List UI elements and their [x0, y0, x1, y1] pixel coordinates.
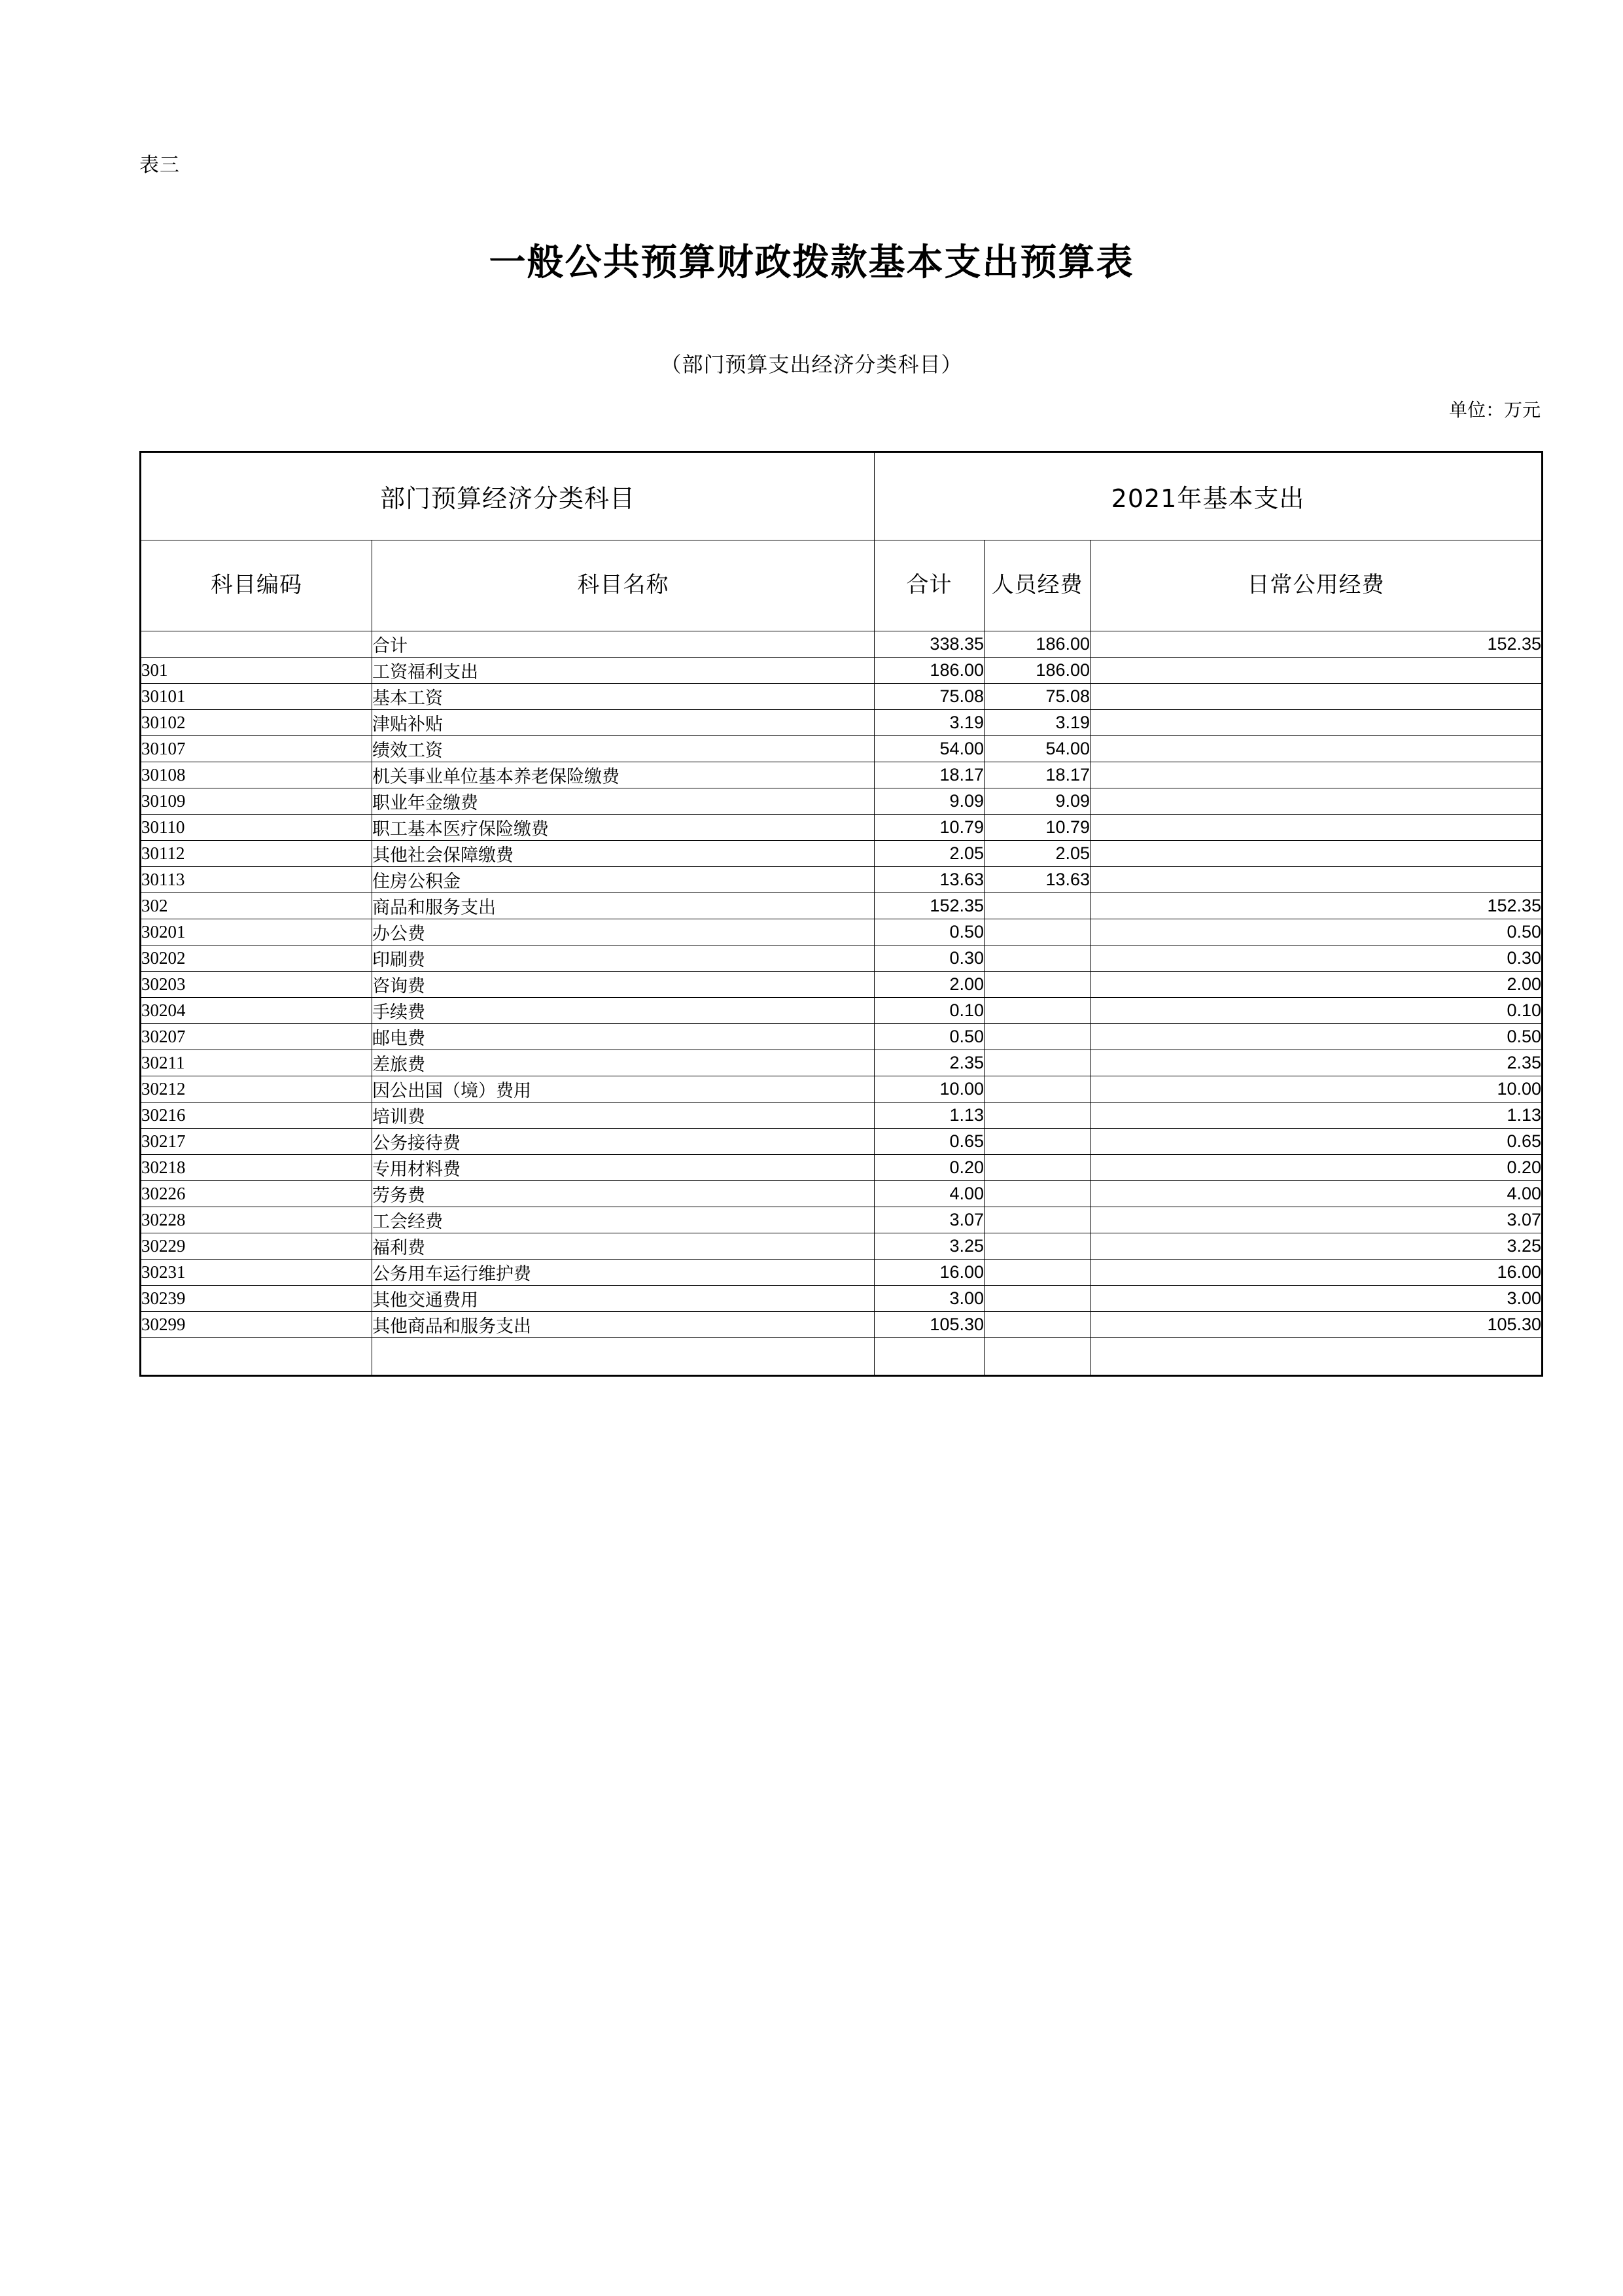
cell-total: 0.10 [875, 998, 985, 1024]
cell-subject-code: 30226 [141, 1181, 372, 1207]
cell-daily-public-funds: 105.30 [1091, 1312, 1543, 1338]
cell-staff-funds [985, 1103, 1091, 1129]
cell-staff-funds [985, 1233, 1091, 1260]
cell-subject-code: 30207 [141, 1024, 372, 1050]
cell-subject-name: 商品和服务支出 [372, 893, 875, 919]
cell-daily-public-funds: 0.30 [1091, 945, 1543, 972]
table-row [141, 815, 1543, 841]
cell-daily-public-funds: 0.50 [1091, 1024, 1543, 1050]
cell-staff-funds: 75.08 [985, 684, 1091, 710]
cell-daily-public-funds [1091, 710, 1543, 736]
cell-subject-code: 30229 [141, 1233, 372, 1260]
table-row [141, 658, 1543, 684]
cell-daily-public-funds: 4.00 [1091, 1181, 1543, 1207]
cell-subject-code: 30218 [141, 1155, 372, 1181]
cell-daily-public-funds [1091, 815, 1543, 841]
cell-subject-code: 30231 [141, 1260, 372, 1286]
cell-subject-code: 30110 [141, 815, 372, 841]
cell-daily-public-funds: 2.00 [1091, 972, 1543, 998]
table-row [141, 631, 1543, 658]
cell-total: 13.63 [875, 867, 985, 893]
cell-total: 54.00 [875, 736, 985, 762]
cell-daily-public-funds: 0.65 [1091, 1129, 1543, 1155]
cell-total: 10.79 [875, 815, 985, 841]
cell-subject-code: 30299 [141, 1312, 372, 1338]
cell-staff-funds [985, 1286, 1091, 1312]
cell-daily-public-funds [1091, 1338, 1543, 1376]
sheet-label: 表三 [139, 154, 180, 176]
cell-subject-code: 30228 [141, 1207, 372, 1233]
cell-subject-name: 工资福利支出 [372, 658, 875, 684]
cell-daily-public-funds [1091, 762, 1543, 788]
table-row [141, 1286, 1543, 1312]
cell-daily-public-funds: 152.35 [1091, 893, 1543, 919]
cell-subject-code: 30204 [141, 998, 372, 1024]
cell-daily-public-funds [1091, 736, 1543, 762]
cell-subject-name: 手续费 [372, 998, 875, 1024]
table-row [141, 841, 1543, 867]
cell-total: 338.35 [875, 631, 985, 658]
table-row [141, 1076, 1543, 1103]
cell-total: 0.65 [875, 1129, 985, 1155]
cell-daily-public-funds: 2.35 [1091, 1050, 1543, 1076]
table-row [141, 1207, 1543, 1233]
table-row [141, 998, 1543, 1024]
cell-subject-name: 因公出国（境）费用 [372, 1076, 875, 1103]
cell-subject-name: 福利费 [372, 1233, 875, 1260]
cell-daily-public-funds: 3.00 [1091, 1286, 1543, 1312]
cell-staff-funds [985, 1207, 1091, 1233]
cell-subject-code: 30216 [141, 1103, 372, 1129]
table-row [141, 1129, 1543, 1155]
table-column-header-row [141, 540, 1543, 631]
cell-subject-code: 30109 [141, 788, 372, 815]
cell-total: 75.08 [875, 684, 985, 710]
cell-subject-code: 30113 [141, 867, 372, 893]
cell-daily-public-funds: 10.00 [1091, 1076, 1543, 1103]
cell-staff-funds [985, 893, 1091, 919]
cell-total: 18.17 [875, 762, 985, 788]
cell-daily-public-funds [1091, 658, 1543, 684]
cell-subject-code: 30212 [141, 1076, 372, 1103]
table-row [141, 1155, 1543, 1181]
cell-total: 0.50 [875, 1024, 985, 1050]
unit-note: 单位：万元 [1448, 400, 1541, 421]
cell-subject-name: 专用材料费 [372, 1155, 875, 1181]
table-body [141, 631, 1543, 1376]
cell-staff-funds [985, 972, 1091, 998]
cell-staff-funds: 10.79 [985, 815, 1091, 841]
cell-total: 0.50 [875, 919, 985, 945]
cell-subject-code: 30201 [141, 919, 372, 945]
cell-staff-funds [985, 1181, 1091, 1207]
table-row [141, 972, 1543, 998]
cell-staff-funds [985, 945, 1091, 972]
group-header-basic-expenditure: 2021年基本支出 [875, 452, 1543, 540]
column-header-staff-funds: 人员经费 [985, 540, 1091, 631]
cell-subject-code [141, 1338, 372, 1376]
cell-staff-funds: 186.00 [985, 658, 1091, 684]
cell-staff-funds: 54.00 [985, 736, 1091, 762]
table-row [141, 1233, 1543, 1260]
cell-subject-name: 培训费 [372, 1103, 875, 1129]
cell-total: 105.30 [875, 1312, 985, 1338]
cell-total: 152.35 [875, 893, 985, 919]
table-row [141, 945, 1543, 972]
cell-staff-funds: 18.17 [985, 762, 1091, 788]
cell-subject-name: 办公费 [372, 919, 875, 945]
table-row [141, 867, 1543, 893]
cell-daily-public-funds [1091, 684, 1543, 710]
cell-subject-name: 其他社会保障缴费 [372, 841, 875, 867]
cell-staff-funds [985, 1338, 1091, 1376]
cell-staff-funds [985, 998, 1091, 1024]
cell-subject-code: 301 [141, 658, 372, 684]
table-row [141, 1312, 1543, 1338]
budget-table [139, 451, 1543, 1377]
cell-total: 2.35 [875, 1050, 985, 1076]
cell-staff-funds [985, 1050, 1091, 1076]
cell-total: 2.00 [875, 972, 985, 998]
cell-total: 3.00 [875, 1286, 985, 1312]
cell-subject-code [141, 631, 372, 658]
cell-subject-code: 302 [141, 893, 372, 919]
cell-subject-code: 30112 [141, 841, 372, 867]
cell-subject-name: 工会经费 [372, 1207, 875, 1233]
cell-subject-name: 基本工资 [372, 684, 875, 710]
cell-subject-name [372, 1338, 875, 1376]
cell-subject-name: 公务用车运行维护费 [372, 1260, 875, 1286]
page-subtitle: （部门预算支出经济分类科目） [660, 353, 963, 376]
cell-subject-name: 其他商品和服务支出 [372, 1312, 875, 1338]
cell-daily-public-funds: 0.20 [1091, 1155, 1543, 1181]
cell-subject-name: 咨询费 [372, 972, 875, 998]
cell-subject-name: 印刷费 [372, 945, 875, 972]
cell-daily-public-funds: 0.10 [1091, 998, 1543, 1024]
cell-staff-funds [985, 1129, 1091, 1155]
cell-subject-name: 公务接待费 [372, 1129, 875, 1155]
table-header [141, 452, 1543, 631]
cell-subject-code: 30107 [141, 736, 372, 762]
table-row [141, 1338, 1543, 1376]
group-header-subject: 部门预算经济分类科目 [141, 452, 875, 540]
cell-staff-funds [985, 1076, 1091, 1103]
table-group-header-row [141, 452, 1543, 540]
cell-daily-public-funds [1091, 788, 1543, 815]
cell-subject-name: 职工基本医疗保险缴费 [372, 815, 875, 841]
cell-daily-public-funds [1091, 841, 1543, 867]
cell-total: 16.00 [875, 1260, 985, 1286]
cell-total: 3.25 [875, 1233, 985, 1260]
column-header-daily-public-funds: 日常公用经费 [1091, 540, 1543, 631]
table-row [141, 1050, 1543, 1076]
cell-daily-public-funds: 3.25 [1091, 1233, 1543, 1260]
cell-subject-code: 30211 [141, 1050, 372, 1076]
cell-staff-funds: 2.05 [985, 841, 1091, 867]
cell-daily-public-funds: 152.35 [1091, 631, 1543, 658]
cell-subject-name: 其他交通费用 [372, 1286, 875, 1312]
cell-staff-funds [985, 1024, 1091, 1050]
cell-subject-name: 绩效工资 [372, 736, 875, 762]
cell-subject-code: 30102 [141, 710, 372, 736]
cell-total: 10.00 [875, 1076, 985, 1103]
cell-subject-name: 住房公积金 [372, 867, 875, 893]
cell-staff-funds: 13.63 [985, 867, 1091, 893]
cell-daily-public-funds [1091, 867, 1543, 893]
cell-staff-funds [985, 919, 1091, 945]
cell-staff-funds [985, 1155, 1091, 1181]
table-row [141, 1260, 1543, 1286]
cell-staff-funds: 3.19 [985, 710, 1091, 736]
cell-subject-name: 合计 [372, 631, 875, 658]
cell-subject-name: 机关事业单位基本养老保险缴费 [372, 762, 875, 788]
column-header-code: 科目编码 [141, 540, 372, 631]
cell-staff-funds [985, 1260, 1091, 1286]
column-header-name: 科目名称 [372, 540, 875, 631]
cell-daily-public-funds: 0.50 [1091, 919, 1543, 945]
cell-subject-name: 津贴补贴 [372, 710, 875, 736]
cell-subject-name: 差旅费 [372, 1050, 875, 1076]
table-row [141, 762, 1543, 788]
cell-total [875, 1338, 985, 1376]
cell-subject-code: 30239 [141, 1286, 372, 1312]
cell-staff-funds: 186.00 [985, 631, 1091, 658]
cell-total: 4.00 [875, 1181, 985, 1207]
cell-subject-code: 30217 [141, 1129, 372, 1155]
table-row [141, 893, 1543, 919]
page-title: 一般公共预算财政拨款基本支出预算表 [489, 241, 1134, 284]
cell-total: 186.00 [875, 658, 985, 684]
cell-total: 3.19 [875, 710, 985, 736]
cell-total: 9.09 [875, 788, 985, 815]
cell-subject-name: 邮电费 [372, 1024, 875, 1050]
cell-total: 2.05 [875, 841, 985, 867]
cell-total: 0.30 [875, 945, 985, 972]
table-row [141, 710, 1543, 736]
table-row [141, 1103, 1543, 1129]
table-row [141, 736, 1543, 762]
cell-subject-code: 30203 [141, 972, 372, 998]
cell-daily-public-funds: 16.00 [1091, 1260, 1543, 1286]
table-row [141, 684, 1543, 710]
cell-subject-name: 职业年金缴费 [372, 788, 875, 815]
cell-daily-public-funds: 1.13 [1091, 1103, 1543, 1129]
column-header-total: 合计 [875, 540, 985, 631]
table-row [141, 788, 1543, 815]
cell-subject-code: 30101 [141, 684, 372, 710]
cell-subject-name: 劳务费 [372, 1181, 875, 1207]
table-row [141, 1181, 1543, 1207]
cell-staff-funds [985, 1312, 1091, 1338]
cell-total: 1.13 [875, 1103, 985, 1129]
cell-subject-code: 30108 [141, 762, 372, 788]
cell-subject-code: 30202 [141, 945, 372, 972]
cell-daily-public-funds: 3.07 [1091, 1207, 1543, 1233]
table-row [141, 919, 1543, 945]
table-row [141, 1024, 1543, 1050]
cell-total: 0.20 [875, 1155, 985, 1181]
cell-total: 3.07 [875, 1207, 985, 1233]
cell-staff-funds: 9.09 [985, 788, 1091, 815]
